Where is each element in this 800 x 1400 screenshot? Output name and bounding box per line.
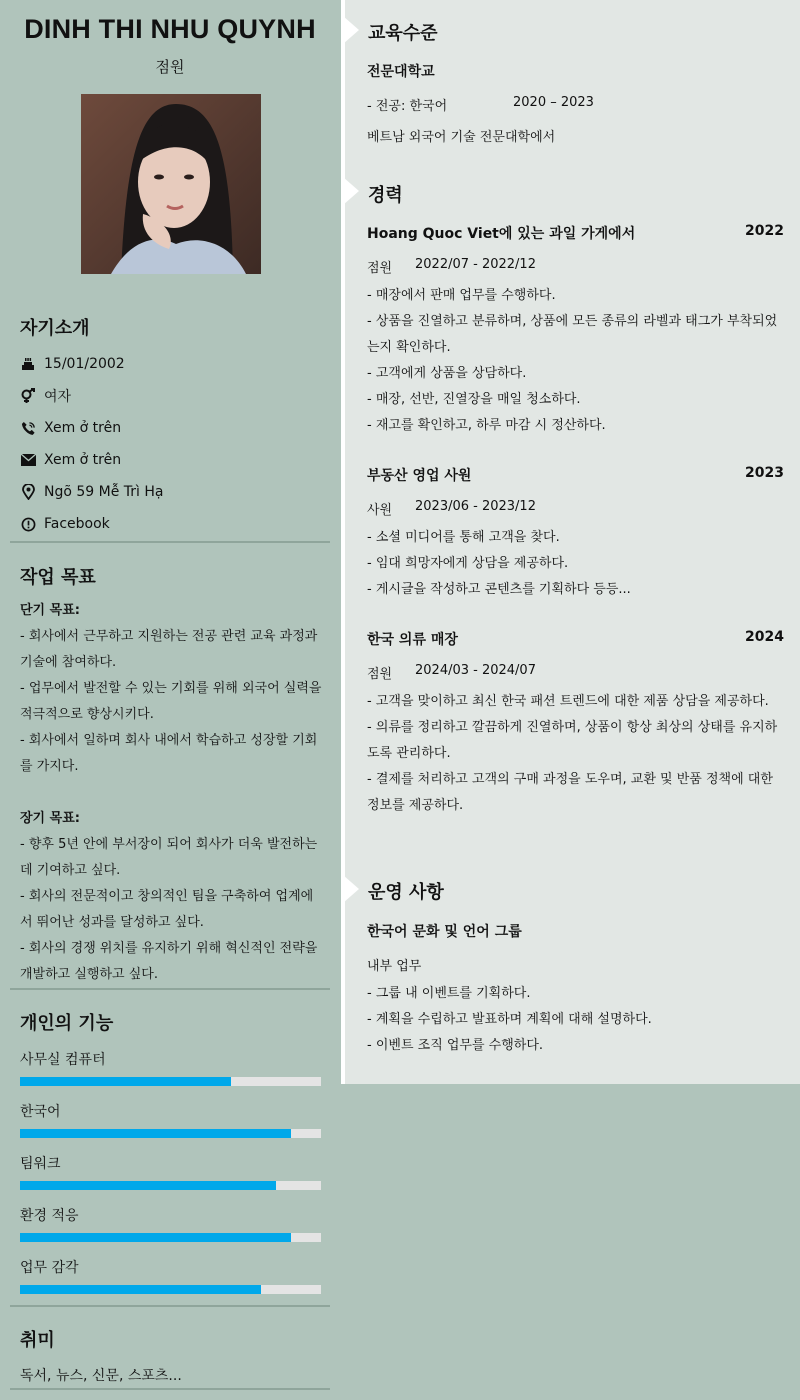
candidate-name: DINH THI NHU QUYNH	[24, 14, 316, 44]
duty-item: - 상품을 진열하고 분류하며, 상품에 모든 종류의 라벨과 태그가 부착되었는지 확인하다.	[367, 314, 778, 355]
objective-title: 작업 목표	[20, 567, 96, 588]
email-row	[20, 450, 121, 470]
activity-item: - 그룹 내 이벤트를 기획하다.	[367, 986, 531, 1001]
duty-item: - 게시글을 작성하고 콘텐츠를 기획하다 등등...	[367, 582, 631, 597]
skill-label: 사무실 컴퓨터	[20, 1052, 106, 1068]
skill-bar-fill	[20, 1233, 291, 1242]
long-term-label: 장기 목표:	[20, 811, 80, 826]
duty-item: - 고객에게 상품을 상담하다.	[367, 366, 527, 381]
long-term-item: - 향후 5년 안에 부서장이 되어 회사가 더욱 발전하는 데 기여하고 싶다.	[20, 837, 318, 878]
skill-bar	[20, 1129, 321, 1138]
job-company: Hoang Quoc Viet에 있는 과일 가게에서	[367, 226, 636, 242]
job-year: 2022	[745, 223, 784, 239]
duty-item: - 결제를 처리하고 고객의 구매 과정을 도우며, 교환 및 반품 정책에 대한 정보를 제공하다.	[367, 772, 773, 813]
short-term-item: - 회사에서 근무하고 지원하는 전공 관련 교육 과정과 기술에 참여하다.	[20, 629, 318, 670]
school-name: 베트남 외국어 기술 전문대학에서	[367, 130, 556, 145]
job-company: 한국 의류 매장	[367, 632, 458, 648]
email-text: Xem ở trên	[44, 452, 122, 468]
hobbies-text: 독서, 뉴스, 신문, 스포츠...	[20, 1368, 182, 1384]
phone-icon	[20, 420, 36, 436]
skill-label: 한국어	[20, 1104, 61, 1120]
birthdate-text: 15/01/2002	[44, 356, 125, 372]
timeline-line	[341, 0, 345, 1084]
job-duties	[367, 283, 787, 439]
job-position: 점원	[367, 667, 393, 682]
skill-bar-fill	[20, 1077, 231, 1086]
divider	[10, 541, 330, 543]
job-position: 사원	[367, 503, 393, 518]
birthdate-row	[20, 354, 125, 374]
address-text: Ngõ 59 Mễ Trì Hạ	[44, 484, 164, 500]
section-marker	[343, 16, 359, 44]
activity-item: - 이벤트 조직 업무를 수행하다.	[367, 1038, 544, 1053]
job-duties	[367, 525, 787, 603]
duty-item: - 매장에서 판매 업무를 수행하다.	[367, 288, 556, 303]
location-icon	[20, 484, 36, 500]
about-title: 자기소개	[20, 318, 90, 339]
duty-item: - 임대 희망자에게 상담을 제공하다.	[367, 556, 569, 571]
skills-title: 개인의 기능	[20, 1013, 114, 1034]
candidate-role: 점원	[155, 58, 185, 76]
gender-text: 여자	[44, 389, 72, 405]
activity-group: 한국어 문화 및 언어 그룹	[367, 924, 522, 940]
education-period: 2020 – 2023	[513, 95, 594, 110]
duty-item: - 매장, 선반, 진열장을 매일 청소하다.	[367, 392, 581, 407]
skill-bar-fill	[20, 1129, 291, 1138]
activity-items	[367, 981, 787, 1059]
job-period: 2022/07 - 2022/12	[415, 257, 536, 272]
gender-row	[20, 386, 71, 406]
profile-photo	[81, 94, 261, 274]
info-icon	[20, 516, 36, 532]
activity-item: - 계획을 수립하고 발표하며 계획에 대해 설명하다.	[367, 1012, 652, 1027]
job-year: 2023	[745, 465, 784, 481]
objective-body	[20, 598, 325, 988]
activity-role: 내부 업무	[367, 959, 422, 974]
gender-icon	[20, 388, 36, 404]
section-marker	[343, 875, 359, 903]
job-period: 2023/06 - 2023/12	[415, 499, 536, 514]
education-title: 교육수준	[368, 23, 438, 44]
long-term-item: - 회사의 전문적이고 창의적인 팀을 구축하여 업계에서 뛰어난 성과를 달성하고 싶다.	[20, 889, 314, 930]
job-duties	[367, 689, 787, 819]
divider	[10, 1305, 330, 1307]
skill-bar	[20, 1077, 321, 1086]
experience-title: 경력	[368, 185, 403, 206]
job-company: 부동산 영업 사원	[367, 468, 472, 484]
cake-icon	[20, 356, 36, 372]
phone-text: Xem ở trên	[44, 420, 122, 436]
skill-label: 환경 적응	[20, 1208, 79, 1224]
short-term-item: - 업무에서 발전할 수 있는 기회를 위해 외국어 실력을 적극적으로 향상시키다.	[20, 681, 322, 722]
skill-bar-fill	[20, 1181, 276, 1190]
activities-title: 운영 사항	[368, 882, 444, 903]
short-term-label: 단기 목표:	[20, 603, 80, 618]
section-marker	[343, 177, 359, 205]
job-year: 2024	[745, 629, 784, 645]
facebook-row	[20, 514, 110, 534]
skill-bar	[20, 1181, 321, 1190]
skill-bar-fill	[20, 1285, 261, 1294]
hobbies-title: 취미	[20, 1330, 55, 1351]
short-term-item: - 회사에서 일하며 회사 내에서 학습하고 성장할 기회를 가지다.	[20, 733, 318, 774]
duty-item: - 고객을 맞이하고 최신 한국 패션 트렌드에 대한 제품 상담을 제공하다.	[367, 694, 769, 709]
duty-item: - 의류를 정리하고 깔끔하게 진열하며, 상품이 항상 최상의 상태를 유지하도록 관리하다.	[367, 720, 778, 761]
job-period: 2024/03 - 2024/07	[415, 663, 536, 678]
school-type: 전문대학교	[367, 64, 435, 80]
skill-bar	[20, 1285, 321, 1294]
sidebar	[0, 0, 340, 1400]
divider	[10, 1388, 330, 1390]
education-major: - 전공: 한국어	[367, 99, 448, 114]
address-row	[20, 482, 163, 502]
duty-item: - 재고를 확인하고, 하루 마감 시 정산하다.	[367, 418, 606, 433]
job-position: 점원	[367, 261, 393, 276]
long-term-item: - 회사의 경쟁 위치를 유지하기 위해 혁신적인 전략을 개발하고 실행하고 싶다.	[20, 941, 318, 982]
facebook-text[interactable]: Facebook	[44, 516, 110, 532]
email-icon	[20, 452, 36, 468]
skill-bar	[20, 1233, 321, 1242]
divider	[10, 988, 330, 990]
skill-label: 업무 감각	[20, 1260, 79, 1276]
skill-label: 팀워크	[20, 1156, 61, 1172]
phone-row	[20, 418, 121, 438]
duty-item: - 소셜 미디어를 통해 고객을 찾다.	[367, 530, 560, 545]
